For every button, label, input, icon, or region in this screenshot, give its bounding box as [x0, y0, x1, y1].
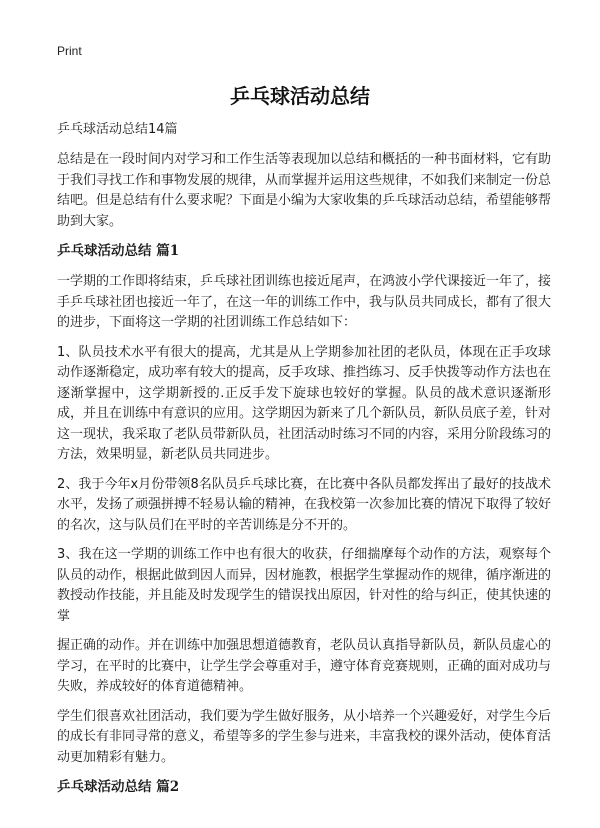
page-title: 乒乓球活动总结: [230, 84, 370, 108]
section1-paragraph: 一学期的工作即将结束，乒乓球社团训练也接近尾声，在鸿波小学代课接近一年了，接手乒乓球社团也接近一年了，在这一年的训练工作中，我与队员共同成长，都有了很大的进步，下面将这一学期的社团训练工作总结如下：: [57, 274, 552, 330]
section1-paragraph: 握正确的动作。并在训练中加强思想道德教育，老队员认真指导新队员，新队员虚心的学习，在平时的比赛中，让学生学会尊重对手，遵守体育竞赛规则，正确的面对成功与失败，养成较好的体育道德精神。: [57, 638, 552, 694]
section1-paragraph: 3、我在这一学期的训练工作中也有很大的收获，仔细揣摩每个动作的方法，观察每个队员的动作，根据此做到因人而异，因材施教，根据学生掌握动作的规律，循序渐进的教授动作技能，并且能及时发现学生的错误找出原因，针对性的给与纠正，使其快速的掌: [57, 547, 552, 624]
section1-paragraph: 2、我于今年x月份带领8名队员乒乓球比赛，在比赛中各队员都发挥出了最好的技战术水平，发扬了顽强拼搏不轻易认输的精神，在我校第一次参加比赛的情况下取得了较好的名次，这与队员们在平时的辛苦训练是分不开的。: [57, 476, 552, 533]
section1-paragraph: 1、队员技术水平有很大的提高，尤其是从上学期参加社团的老队员，体现在正手攻球动作逐渐稳定，成功率有较大的提高，反手攻球、推挡练习、反手快拨等动作方法也在逐渐掌握中，这学期新授的.正反手发下旋球也较好的掌握。队员的战术意识逐渐形成，并且在训练中有意识的应用。这学期因为新来了几个新队员，新队员底子差，针对这一现状，我采取了老队员带新队员，社团活动时练习不同的内容，采用分阶段练习的方法，效果明显，新老队员共同进步。: [57, 344, 552, 462]
section1-paragraph: 学生们很喜欢社团活动，我们要为学生做好服务，从小培养一个兴趣爱好，对学生今后的成长有非同寻常的意义，希望等多的学生参与进来，丰富我校的课外活动，使体育活动更加精彩有魅力。: [57, 708, 552, 765]
section-heading-1: 乒乓球活动总结 篇1: [57, 243, 180, 259]
print-label[interactable]: Print: [57, 44, 82, 58]
intro-paragraph: 总结是在一段时间内对学习和工作生活等表现加以总结和概括的一种书面材料，它有助于我们寻找工作和事物发展的规律，从而掌握并运用这些规律，不如我们来制定一份总结吧。但是总结有什么要求呢？下面是小编为大家收集的乒乓球活动总结，希望能够帮助到大家。: [57, 152, 552, 229]
document-subtitle: 乒乓球活动总结14篇: [57, 122, 178, 137]
document-body: [57, 120, 551, 808]
section-heading-2: 乒乓球活动总结 篇2: [57, 779, 180, 795]
